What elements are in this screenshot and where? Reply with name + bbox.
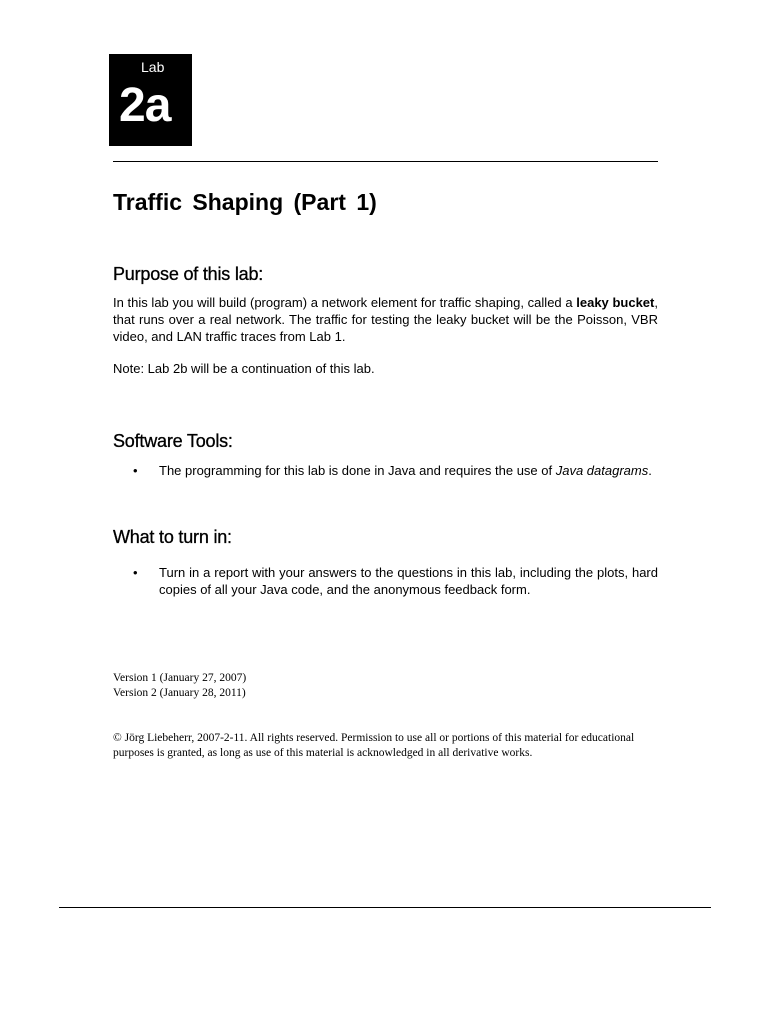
turn-in-heading: What to turn in: (113, 527, 232, 547)
turn-in-item-text: Turn in a report with your answers to the questions in this lab, including the plots, hard copies of all your Java code, and the anonymous feedback form. (159, 565, 658, 597)
software-text-a: The programming for this lab is done in Java and requires the use of (159, 463, 556, 478)
purpose-text-b: , that runs over a real network. The traffic for testing the leaky bucket will be the Poisson, VBR video, and LAN traffic traces from Lab 1. (113, 295, 658, 344)
purpose-text-a: In this lab you will build (program) a network element for traffic shaping, called a (113, 295, 577, 310)
software-item-text (159, 462, 658, 479)
purpose-heading: Purpose of this lab: (113, 264, 264, 284)
copyright-notice: © Jörg Liebeherr, 2007-2-11. All rights reserved. Permission to use all or portions of this material for educational purposes is granted, as long as use of this material is acknowledged in all derivative works. (113, 732, 635, 759)
note-paragraph: Note: Lab 2b will be a continuation of this lab. (113, 361, 375, 376)
purpose-text-bold: leaky bucket (576, 295, 655, 310)
version-line: Version 1 (January 27, 2007) (113, 672, 247, 684)
version-line: Version 2 (January 28, 2011) (113, 687, 246, 699)
bullet: • (133, 463, 138, 478)
lab-badge (109, 54, 192, 146)
lab-label: Lab (141, 59, 165, 75)
lab-number: 2a (119, 79, 171, 132)
software-text-b: . (648, 463, 652, 478)
bullet: • (133, 565, 138, 580)
software-text-italic: Java datagrams (555, 463, 649, 478)
header-divider (113, 161, 658, 162)
footer-divider (59, 907, 711, 908)
software-heading: Software Tools: (113, 431, 233, 451)
purpose-paragraph (113, 294, 658, 345)
document-title: Traffic Shaping (Part 1) (113, 189, 377, 215)
